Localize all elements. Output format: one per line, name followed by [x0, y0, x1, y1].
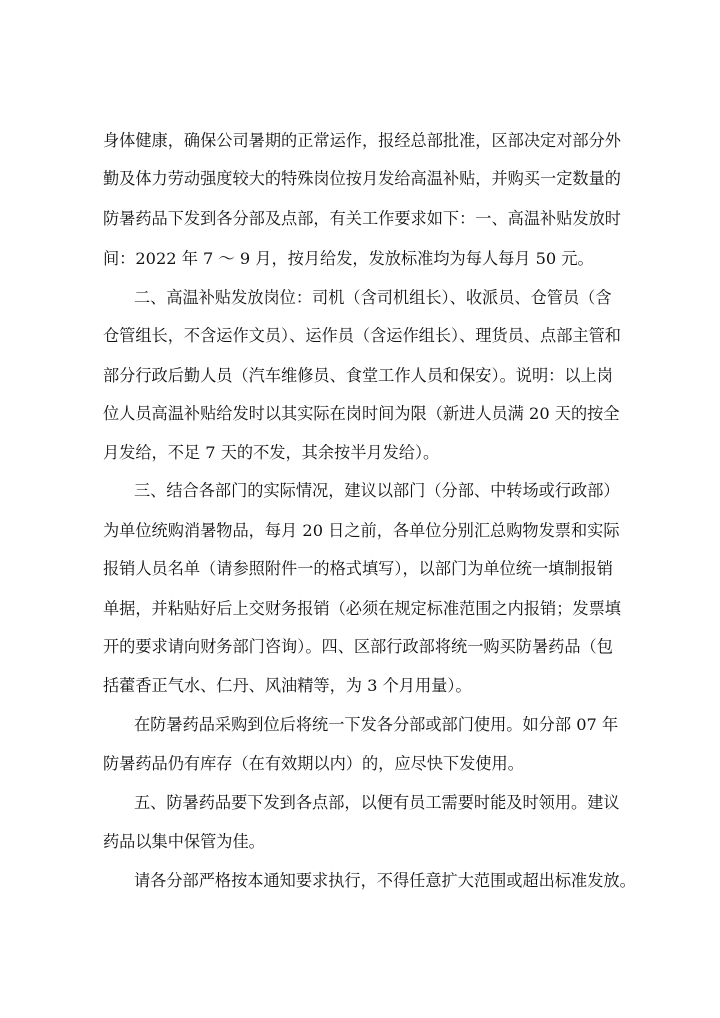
text-line: 月发给，不足 7 天的不发，其余按半月发给）。 [103, 443, 440, 462]
text-line: 位人员高温补贴给发时以其实际在岗时间为限（新进人员满 20 天的按全 [103, 404, 620, 423]
text-line: 为单位统购消暑物品，每月 20 日之前，各单位分别汇总购物发票和实际 [103, 521, 620, 540]
text-line: 部分行政后勤人员（汽车维修员、食堂工作人员和保安）。说明：以上岗 [103, 366, 613, 385]
text-line: 报销人员名单（请参照附件一的格式填写），以部门为单位统一填制报销 [103, 559, 613, 578]
text-line: 单据，并粘贴好后上交财务报销（必须在规定标准范围之内报销；发票填 [103, 599, 621, 618]
text-line: 括藿香正气水、仁丹、风油精等，为 3 个月用量）。 [103, 676, 472, 695]
text-line: 在防暑药品采购到位后将统一下发各分部或部门使用。如分部 07 年 [134, 715, 619, 734]
text-line: 开的要求请向财务部门咨询）。四、区部行政部将统一购买防暑药品（包 [103, 637, 613, 656]
text-line: 身体健康，确保公司暑期的正常运作，报经总部批准，区部决定对部分外 [103, 131, 621, 150]
text-line: 五、防暑药品要下发到各点部，以便有员工需要时能及时领用。建议 [134, 793, 620, 812]
text-line: 间：2022 年 7 ～ 9 月，按月给发，发放标准均为每人每月 50 元。 [103, 249, 594, 268]
text-line: 请各分部严格按本通知要求执行，不得任意扩大范围或超出标准发放。 [134, 871, 636, 890]
text-line: 三、结合各部门的实际情况，建议以部门（分部、中转场或行政部） [134, 481, 620, 500]
text-line: 仓管组长，不含运作文员）、运作员（含运作组长）、理货员、点部主管和 [103, 326, 621, 345]
text-line: 二、高温补贴发放岗位：司机（含司机组长）、收派员、仓管员（含 [134, 288, 612, 307]
text-line: 勤及体力劳动强度较大的特殊岗位按月发给高温补贴，并购买一定数量的 [103, 169, 621, 188]
text-line: 防暑药品下发到各分部及点部，有关工作要求如下：一、高温补贴发放时 [103, 209, 621, 228]
text-line: 防暑药品仍有库存（在有效期以内）的，应尽快下发使用。 [103, 754, 524, 773]
text-line: 药品以集中保管为佳。 [103, 832, 265, 851]
